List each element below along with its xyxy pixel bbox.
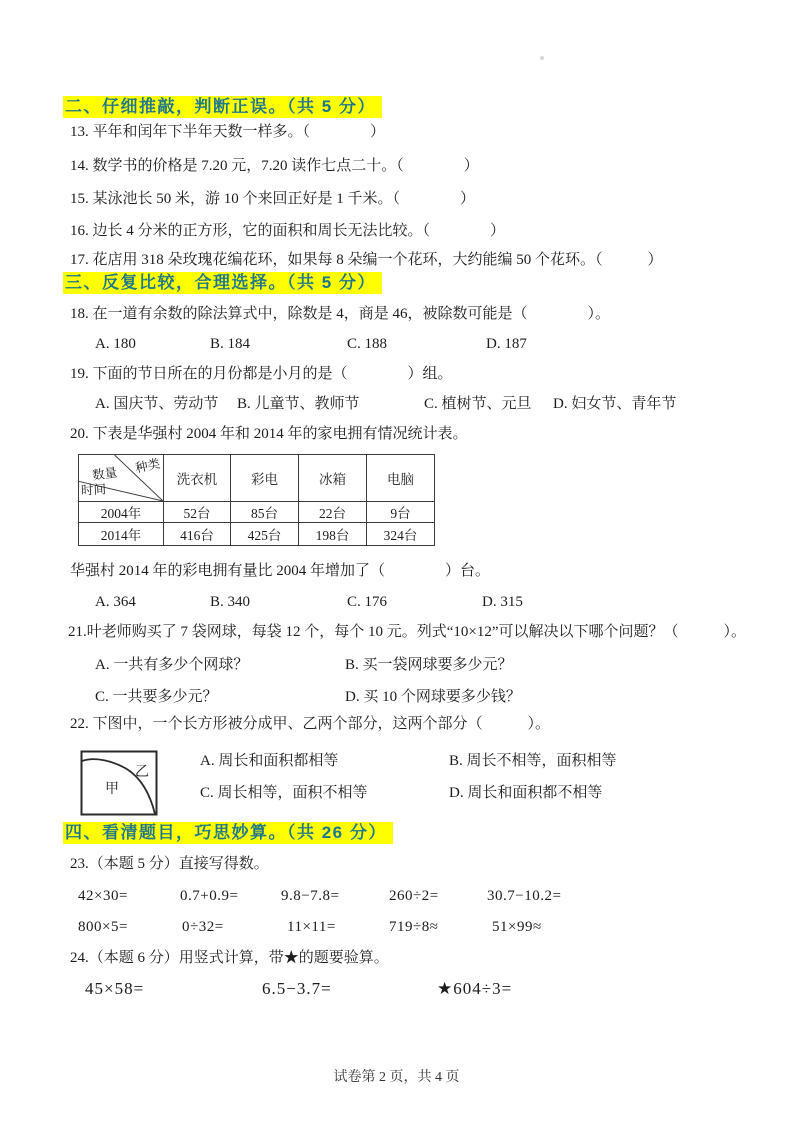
q23-expr-10: 51×99≈ xyxy=(492,919,542,935)
q22-option-c: C. 周长相等，面积不相等 xyxy=(200,785,368,801)
cell-2004-computer: 9台 xyxy=(367,502,435,523)
question-21-stem: 21.叶老师购买了 7 袋网球，每袋 12 个，每个 10 元。列式“10×12”可以解决以下哪个问题？（ ）。 xyxy=(68,624,747,640)
q22-option-a: A. 周长和面积都相等 xyxy=(200,753,339,769)
q23-expr-8: 11×11= xyxy=(287,919,336,935)
q18-option-b: B. 184 xyxy=(210,336,251,352)
question-19-stem: 19. 下面的节日所在的月份都是小月的是（ ）组。 xyxy=(70,366,453,382)
cell-2004-tv: 85台 xyxy=(231,502,299,523)
q19-option-a: A. 国庆节、劳动节 xyxy=(95,396,219,412)
cell-2004-washer: 52台 xyxy=(164,502,231,523)
question-22-options-cd xyxy=(0,783,793,803)
question-18-options xyxy=(0,334,793,354)
figure-label-jia: 甲 xyxy=(105,782,119,797)
question-20-stem: 20. 下表是华强村 2004 年和 2014 年的家电拥有情况统计表。 xyxy=(70,426,468,442)
table-row xyxy=(79,523,435,546)
q21-option-d: D. 买 10 个网球要多少钱？ xyxy=(345,689,521,705)
column-header-fridge: 冰箱 xyxy=(299,455,367,502)
question-20-options xyxy=(0,592,793,612)
question-13: 13. 平年和闰年下半年天数一样多。（ ） xyxy=(70,124,386,140)
q24-expr-1: 45×58= xyxy=(85,979,145,998)
q20-option-c: C. 176 xyxy=(347,594,388,610)
cell-2014-tv: 425台 xyxy=(231,523,299,546)
table-corner-cell xyxy=(79,455,164,502)
q24-expr-3: ★604÷3= xyxy=(437,979,513,998)
q23-expr-4: 260÷2= xyxy=(389,888,439,904)
q21-option-a: A. 一共有多少个网球？ xyxy=(95,657,249,673)
column-header-computer: 电脑 xyxy=(367,455,435,502)
column-header-tv: 彩电 xyxy=(231,455,299,502)
q23-expr-3: 9.8−7.8= xyxy=(281,888,340,904)
corner-label-time: 时间 xyxy=(80,482,107,498)
question-20-text: 华强村 2014 年的彩电拥有量比 2004 年增加了（ ）台。 xyxy=(70,563,491,579)
q23-expr-7: 0÷32= xyxy=(182,919,224,935)
q20-option-d: D. 315 xyxy=(482,594,523,610)
q21-option-c: C. 一共要多少元？ xyxy=(95,689,218,705)
row-label-2004: 2004年 xyxy=(79,502,164,523)
question-23-row1 xyxy=(0,886,793,906)
q21-option-b: B. 买一袋网球要多少元？ xyxy=(345,657,513,673)
question-22-options-ab xyxy=(0,751,793,771)
section-4-header: 四、看清题目，巧思妙算。（共 26 分） xyxy=(63,822,393,844)
question-21-options-ab xyxy=(0,655,793,675)
q23-expr-2: 0.7+0.9= xyxy=(180,888,239,904)
question-15: 15. 某泳池长 50 米，游 10 个来回正好是 1 千米。（ ） xyxy=(70,191,476,207)
q23-expr-5: 30.7−10.2= xyxy=(487,888,562,904)
cell-2004-fridge: 22台 xyxy=(299,502,367,523)
section-3-header: 三、反复比较，合理选择。（共 5 分） xyxy=(63,272,382,294)
table-row xyxy=(79,502,435,523)
q22-option-d: D. 周长和面积都不相等 xyxy=(449,785,603,801)
q19-option-c: C. 植树节、元旦 xyxy=(424,396,532,412)
corner-label-quantity: 数量 xyxy=(91,465,119,483)
question-21-options-cd xyxy=(0,687,793,707)
figure-label-yi: 乙 xyxy=(135,765,149,780)
q18-option-c: C. 188 xyxy=(347,336,388,352)
q20-statistics-table xyxy=(78,454,435,546)
question-22-stem: 22. 下图中，一个长方形被分成甲、乙两个部分，这两个部分（ ）。 xyxy=(70,716,551,732)
watermark-dot xyxy=(540,56,544,60)
cell-2014-fridge: 198台 xyxy=(299,523,367,546)
q19-option-d: D. 妇女节、青年节 xyxy=(553,396,677,412)
q23-expr-1: 42×30= xyxy=(78,888,128,904)
q20-option-b: B. 340 xyxy=(210,594,251,610)
corner-label-category: 种类 xyxy=(134,456,162,476)
row-label-2014: 2014年 xyxy=(79,523,164,546)
question-19-options xyxy=(0,394,793,414)
q23-expr-6: 800×5= xyxy=(78,919,128,935)
q18-option-d: D. 187 xyxy=(486,336,527,352)
question-14: 14. 数学书的价格是 7.20 元，7.20 读作七点二十。（ ） xyxy=(70,158,479,174)
question-18-stem: 18. 在一道有余数的除法算式中，除数是 4，商是 46，被除数可能是（ ）。 xyxy=(70,306,611,322)
q22-option-b: B. 周长不相等，面积相等 xyxy=(449,753,617,769)
section-2-header: 二、仔细推敲，判断正误。（共 5 分） xyxy=(63,96,382,118)
q23-expr-9: 719÷8≈ xyxy=(389,919,439,935)
cell-2014-computer: 324台 xyxy=(367,523,435,546)
cell-2014-washer: 416台 xyxy=(164,523,231,546)
question-23-stem: 23.（本题 5 分）直接写得数。 xyxy=(70,856,269,872)
question-24-expressions xyxy=(0,979,793,999)
q24-expr-2: 6.5−3.7= xyxy=(262,979,332,998)
question-16: 16. 边长 4 分米的正方形，它的面积和周长无法比较。（ ） xyxy=(70,223,506,239)
question-24-stem: 24.（本题 6 分）用竖式计算，带★的题要验算。 xyxy=(70,950,389,966)
question-17: 17. 花店用 318 朵玫瑰花编花环，如果每 8 朵编一个花环，大约能编 50 个花环。（ ） xyxy=(70,252,663,268)
q20-option-a: A. 364 xyxy=(95,594,136,610)
column-header-washer: 洗衣机 xyxy=(164,455,231,502)
q19-option-b: B. 儿童节、教师节 xyxy=(237,396,360,412)
question-23-row2 xyxy=(0,917,793,937)
page-footer: 试卷第 2 页，共 4 页 xyxy=(333,1070,460,1085)
q18-option-a: A. 180 xyxy=(95,336,136,352)
